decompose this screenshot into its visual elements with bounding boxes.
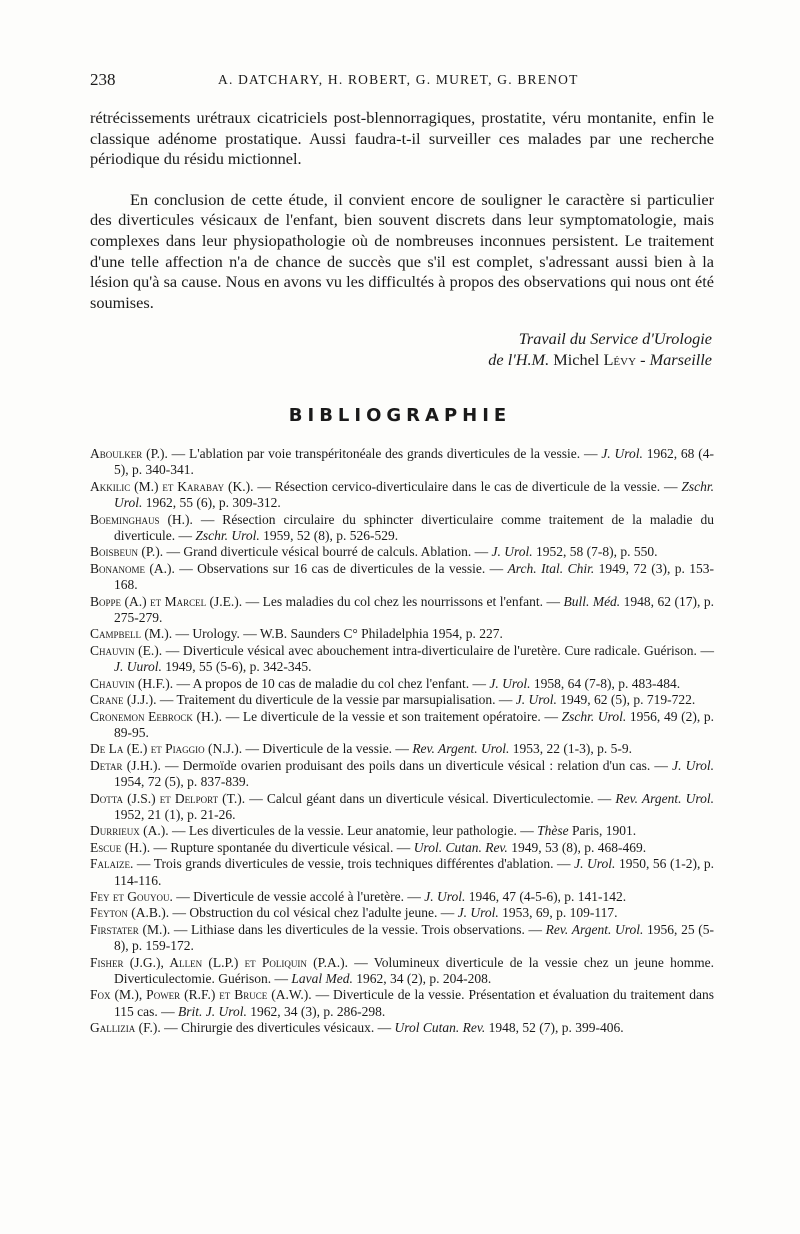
entry-author: Boeminghaus (H.). [90, 511, 193, 527]
entry-reference: 1962, 55 (6), p. 309-312. [142, 495, 281, 511]
entry-author: Fey et Gouyou. [90, 888, 173, 904]
entry-text: — Diverticule de vessie accolé à l'uretère. — [172, 888, 425, 904]
signature-surname: Lévy [603, 349, 637, 369]
entry-author: Crane (J.J.). [90, 692, 157, 708]
entry-author: Fox (M.), Power (R.F.) et Bruce (A.W.). [90, 987, 312, 1003]
entry-author: Akkilic (M.) et Karabay (K.). [90, 478, 254, 494]
entry-author: Firstater (M.). [90, 921, 171, 937]
entry-journal: J. Urol. [491, 544, 533, 560]
entry-reference: 1952, 58 (7-8), p. 550. [532, 544, 658, 560]
entry-journal: J. Urol. [672, 757, 714, 773]
entry-reference: 1948, 52 (7), p. 399-406. [485, 1020, 624, 1036]
entry-journal: J. Uurol. [114, 659, 162, 675]
bibliography-entry [90, 446, 714, 479]
entry-text: — Le diverticule de la vessie et son traitement opératoire. — [222, 708, 562, 724]
bibliography-entry [90, 987, 714, 1020]
entry-journal: Zschr. Urol. [114, 478, 714, 511]
bibliography-entry [90, 758, 714, 791]
entry-author: Falaize. [90, 856, 134, 872]
affiliation-signature [300, 329, 712, 370]
entry-text: — Résection cervico-diverticulaire dans le cas de diverticule de la vessie. — [253, 478, 682, 494]
bibliography-entry [90, 643, 714, 676]
bibliography-entry [90, 1020, 714, 1036]
entry-journal: Rev. Argent. Urol. [615, 790, 714, 806]
entry-reference: 1952, 21 (1), p. 21-26. [114, 806, 236, 822]
entry-journal: Urol. Cutan. Rev. [413, 839, 508, 855]
entry-reference: Paris, 1901. [568, 823, 637, 839]
entry-text: — Résection circulaire du sphincter diverticulaire comme traitement de la maladie du diverticule. — [114, 511, 714, 544]
entry-journal: J. Urol. [601, 446, 643, 461]
bibliography-entry [90, 791, 714, 824]
entry-reference: 1956, 49 (2), p. 89-95. [114, 708, 714, 740]
entry-reference: 1949, 62 (5), p. 719-722. [556, 692, 696, 708]
entry-reference: 1959, 52 (8), p. 526-529. [259, 528, 399, 544]
entry-text: — Urology. — W.B. Saunders C° Philadelphia 1954, p. 227. [172, 626, 503, 642]
bibliography-entry [90, 676, 714, 692]
paragraph: En conclusion de cette étude, il convient encore de souligner le caractère si particulier des diverticules vésicaux de l'enfant, bien souvent discrets dans leur symptomatologie, mais complexes dans leur physiopathologie où de nombreuses inconnues persistent. Le traitement d'une telle affection n'a de chance de succès que s'il est complet, s'adressant aussi bien à la lésion qu'à sa cause. Nous en avons vu les difficultés à propos des observations qui nous ont été soumises. [90, 189, 714, 312]
entry-text: — L'ablation par voie transpéritonéale des grands diverticules de la vessie. — [167, 446, 602, 461]
entry-reference: 1949, 72 (3), p. 153-168. [114, 560, 715, 593]
entry-journal: Rev. Argent. Urol. [545, 921, 644, 937]
entry-text: — Les maladies du col chez les nourrissons et l'enfant. — [242, 593, 564, 609]
entry-author: Escue (H.). [90, 839, 151, 855]
entry-reference: 1950, 56 (1-2), p. 114-116. [114, 856, 714, 888]
bibliography-title: BIBLIOGRAPHIE [288, 405, 512, 426]
entry-text: — Observations sur 16 cas de diverticules de la vessie. — [174, 560, 508, 576]
entry-journal: J. Urol. [457, 905, 499, 921]
bibliography-entry [90, 561, 714, 594]
bibliography-entry [90, 905, 714, 921]
entry-text: — Diverticule vésical avec abouchement intra-diverticulaire de l'uretère. Cure radicale. Guérison. — [162, 642, 714, 658]
entry-journal: Urol Cutan. Rev. [394, 1020, 486, 1036]
entry-reference: 1962, 68 (4-5), p. 340-341. [114, 446, 714, 478]
entry-reference: 1962, 34 (2), p. 204-208. [352, 971, 492, 986]
entry-reference: 1954, 72 (5), p. 837-839. [114, 774, 249, 790]
entry-text: — Diverticule de la vessie. — [242, 741, 413, 757]
entry-author: Gallizia (F.). [90, 1020, 161, 1036]
entry-reference: 1953, 22 (1-3), p. 5-9. [509, 741, 633, 757]
entry-author: Chauvin (E.). [90, 642, 163, 658]
signature-separator: - [636, 349, 650, 369]
bibliography-entry [90, 823, 714, 839]
entry-reference: 1949, 53 (8), p. 468-469. [507, 839, 647, 855]
entry-reference: 1962, 34 (3), p. 286-298. [246, 1003, 386, 1019]
entry-author: Feyton (A.B.). [90, 905, 170, 921]
entry-author: Detar (J.H.). [90, 757, 161, 773]
bibliography-entry [90, 594, 714, 627]
entry-text: — Obstruction du col vésical chez l'adulte jeune. — [169, 905, 458, 921]
bibliography-list [90, 446, 714, 1037]
entry-text: — Rupture spontanée du diverticule vésical. — [150, 839, 414, 855]
paragraph: rétrécissements urétraux cicatriciels post-blennorragiques, prostatite, véru montanite, enfin le classique adénome prostatique. Aussi faudra-t-il surveiller ces malades par une recherche périodique du résidu mictionnel. [90, 108, 714, 169]
entry-text: — Dermoïde ovarien produisant des poils dans un diverticule vésical : relation d'un cas. — [160, 757, 673, 773]
entry-reference: 1953, 69, p. 109-117. [498, 905, 618, 921]
entry-author: Cronemon Eebrock (H.). [90, 708, 223, 724]
entry-author: De La (E.) et Piaggio (N.J.). [90, 741, 243, 757]
bibliography-entry [90, 626, 714, 642]
entry-journal: Laval Med. [291, 971, 353, 986]
signature-prefix: de l'H.M. [488, 349, 550, 369]
entry-journal: Arch. Ital. Chir. [507, 560, 595, 576]
entry-journal: J. Urol. [489, 675, 531, 691]
entry-text: — Les diverticules de la vessie. Leur anatomie, leur pathologie. — [168, 823, 538, 839]
entry-text: — Chirurgie des diverticules vésicaux. — [160, 1020, 395, 1036]
entry-journal: J. Urol. [424, 888, 466, 904]
entry-text: — Volumineux diverticule de la vessie chez un jeune homme. Diverticulectomie. Guérison. — [114, 954, 714, 986]
entry-journal: Thèse [537, 823, 569, 839]
entry-text: — Grand diverticule vésical bourré de calculs. Ablation. — [163, 544, 492, 560]
running-header [90, 70, 714, 92]
entry-journal: Brit. J. Urol. [178, 1003, 247, 1019]
body-text [90, 108, 714, 313]
entry-text: — Diverticule de la vessie. Présentation et évaluation du traitement dans 115 cas. — [114, 987, 714, 1019]
entry-text: — A propos de 10 cas de maladie du col chez l'enfant. — [173, 675, 490, 691]
page-number: 238 [90, 70, 116, 89]
entry-author: Aboulker (P.). [90, 446, 168, 461]
bibliography-entry [90, 479, 714, 512]
entry-author: Boppe (A.) et Marcel (J.E.). [90, 593, 243, 609]
signature-city: Marseille [649, 349, 712, 369]
entry-journal: Zschr. Urol. [195, 528, 260, 544]
entry-text: — Traitement du diverticule de la vessie par marsupialisation. — [156, 692, 516, 708]
running-title: A. DATCHARY, H. ROBERT, G. MURET, G. BRENOT [218, 72, 579, 87]
bibliography-entry [90, 709, 714, 742]
entry-journal: J. Urol. [515, 692, 557, 708]
bibliography-entry [90, 544, 714, 560]
bibliography-entry [90, 840, 714, 856]
entry-journal: Rev. Argent. Urol. [412, 741, 510, 757]
entry-reference: 1958, 64 (7-8), p. 483-484. [530, 675, 681, 691]
signature-line-1: Travail du Service d'Urologie [518, 329, 712, 348]
entry-journal: J. Urol. [574, 856, 616, 872]
entry-reference: 1956, 25 (5-8), p. 159-172. [114, 921, 714, 954]
entry-author: Fisher (J.G.), Allen (L.P.) et Poliquin (P.A.). [90, 954, 348, 970]
entry-author: Campbell (M.). [90, 626, 173, 642]
bibliography-entry [90, 692, 714, 708]
entry-reference: 1948, 62 (17), p. 275-279. [114, 593, 714, 626]
entry-journal: Zschr. Urol. [561, 708, 627, 724]
bibliography-entry [90, 512, 714, 545]
bibliography-entry [90, 922, 714, 955]
entry-author: Durrieux (A.). [90, 823, 169, 839]
bibliography-entry [90, 955, 714, 988]
entry-reference: 1949, 55 (5-6), p. 342-345. [161, 659, 312, 675]
signature-name: Michel [553, 349, 600, 369]
entry-text: — Trois grands diverticules de vessie, trois techniques différentes d'ablation. — [133, 856, 575, 872]
entry-text: — Calcul géant dans un diverticule vésical. Diverticulectomie. — [245, 790, 616, 806]
entry-author: Chauvin (H.F.). [90, 675, 174, 691]
entry-author: Bonanome (A.). [90, 560, 175, 576]
bibliography-entry [90, 856, 714, 889]
entry-text: — Lithiase dans les diverticules de la vessie. Trois observations. — [170, 921, 546, 937]
bibliography-entry [90, 889, 714, 905]
entry-reference: 1946, 47 (4-5-6), p. 141-142. [465, 888, 627, 904]
entry-author: Boisbeun (P.). [90, 544, 164, 560]
bibliography-entry [90, 741, 714, 757]
entry-journal: Bull. Méd. [563, 593, 621, 609]
entry-author: Dotta (J.S.) et Delport (T.). [90, 790, 246, 806]
